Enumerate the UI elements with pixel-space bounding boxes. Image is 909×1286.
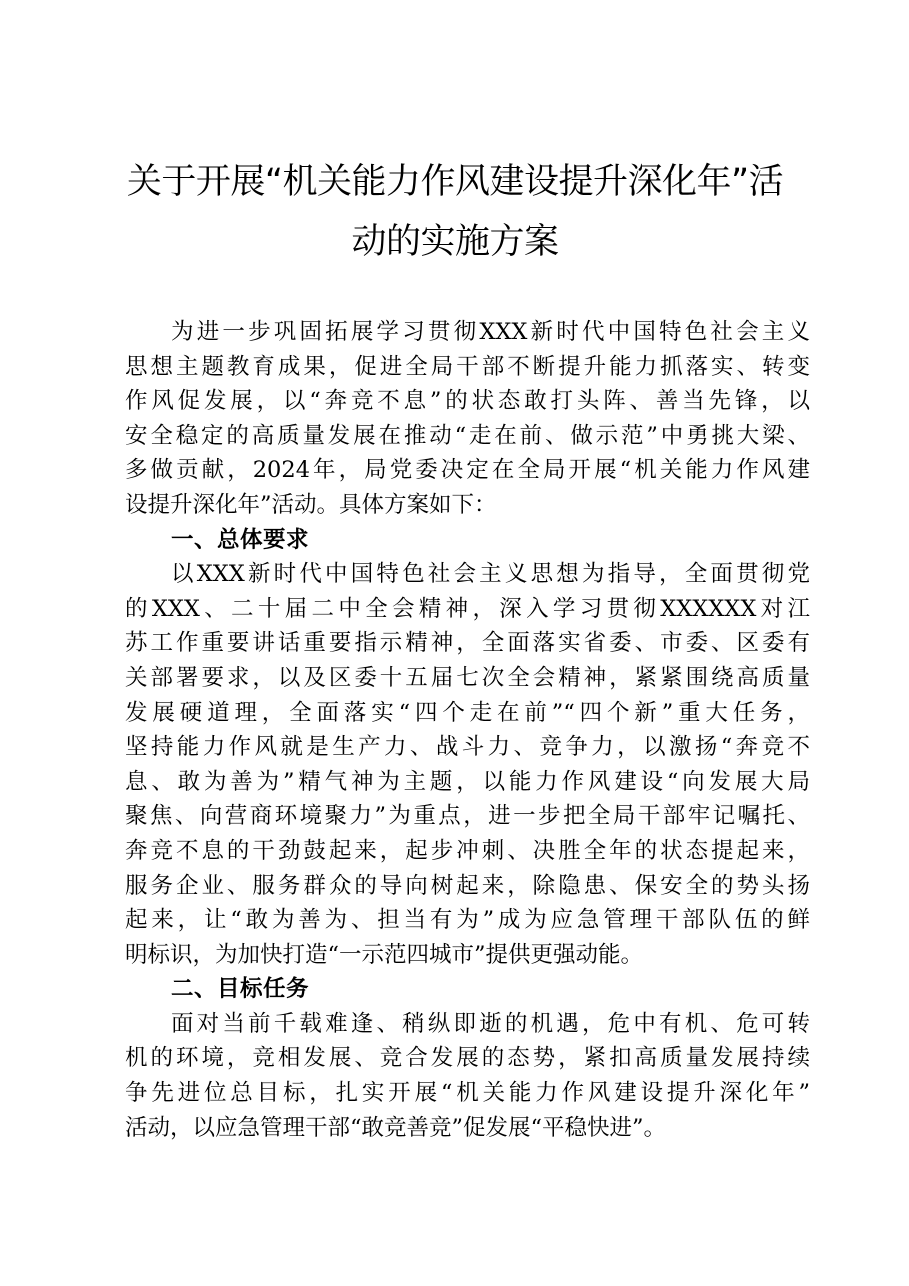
paragraph-line: 作风促发展，以“奔竞不息”的状态敢打头阵、善当先锋，以 <box>125 388 810 415</box>
paragraph-line: 聚焦、向营商环境聚力”为重点，进一步把全局干部牢记嘱托、 <box>125 803 810 830</box>
paragraph-line: 活动，以应急管理干部“敢竞善竞”促发展“平稳快进”。 <box>125 1114 667 1141</box>
paragraph-line: 服务企业、服务群众的导向树起来，除隐患、保安全的势头扬 <box>125 872 810 899</box>
section2-paragraph <box>125 1007 810 1145</box>
document-title <box>110 152 800 272</box>
paragraph-line: 机的环境，竞相发展、竞合发展的态势，紧扣高质量发展持续 <box>125 1045 810 1072</box>
paragraph-line: 思想主题教育成果，促进全局干部不断提升能力抓落实、转变 <box>125 353 810 380</box>
paragraph-line: 奔竞不息的干劲鼓起来，起步冲刺、决胜全年的状态提起来， <box>125 837 810 864</box>
paragraph-line: 设提升深化年”活动。具体方案如下： <box>125 491 497 518</box>
paragraph-line: 坚持能力作风就是生产力、战斗力、竞争力，以激扬“奔竞不 <box>125 734 810 761</box>
section-heading-goals-tasks: 二、目标任务 <box>171 976 310 1003</box>
paragraph-line: 争先进位总目标，扎实开展“机关能力作风建设提升深化年” <box>125 1080 810 1107</box>
paragraph-line: 为进一步巩固拓展学习贯彻XXX新时代中国特色社会主义 <box>171 319 810 345</box>
paragraph-line: 关部署要求，以及区委十五届七次全会精神，紧紧围绕高质量 <box>125 664 810 691</box>
paragraph-line: 苏工作重要讲话重要指示精神，全面落实省委、市委、区委有 <box>125 630 810 657</box>
paragraph-line: 安全稳定的高质量发展在推动“走在前、做示范”中勇挑大梁、 <box>125 422 810 449</box>
document-body <box>125 315 810 1145</box>
paragraph-line: 多做贡献，2024年，局党委决定在全局开展“机关能力作风建 <box>125 457 810 484</box>
title-line: 动的实施方案 <box>351 222 559 262</box>
paragraph-line: 以XXX新时代中国特色社会主义思想为指导，全面贯彻党 <box>171 561 810 588</box>
intro-paragraph <box>125 315 810 523</box>
section-heading-general-requirements: 一、总体要求 <box>171 526 310 553</box>
paragraph-line: 息、敢为善为”精气神为主题，以能力作风建设“向发展大局 <box>125 768 810 795</box>
paragraph-line: 发展硬道理，全面落实“四个走在前”“四个新”重大任务， <box>125 699 810 726</box>
paragraph-line: 起来，让“敢为善为、担当有为”成为应急管理干部队伍的鲜 <box>125 907 810 934</box>
section1-paragraph <box>125 557 810 972</box>
paragraph-line: 面对当前千载难逢、稍纵即逝的机遇，危中有机、危可转 <box>171 1010 810 1037</box>
title-line: 关于开展“机关能力作风建设提升深化年”活 <box>126 162 784 202</box>
paragraph-line: 明标识，为加快打造“一示范四城市”提供更强动能。 <box>125 941 644 968</box>
paragraph-line: 的XXX、二十届二中全会精神，深入学习贯彻XXXXXX对江 <box>125 595 810 622</box>
